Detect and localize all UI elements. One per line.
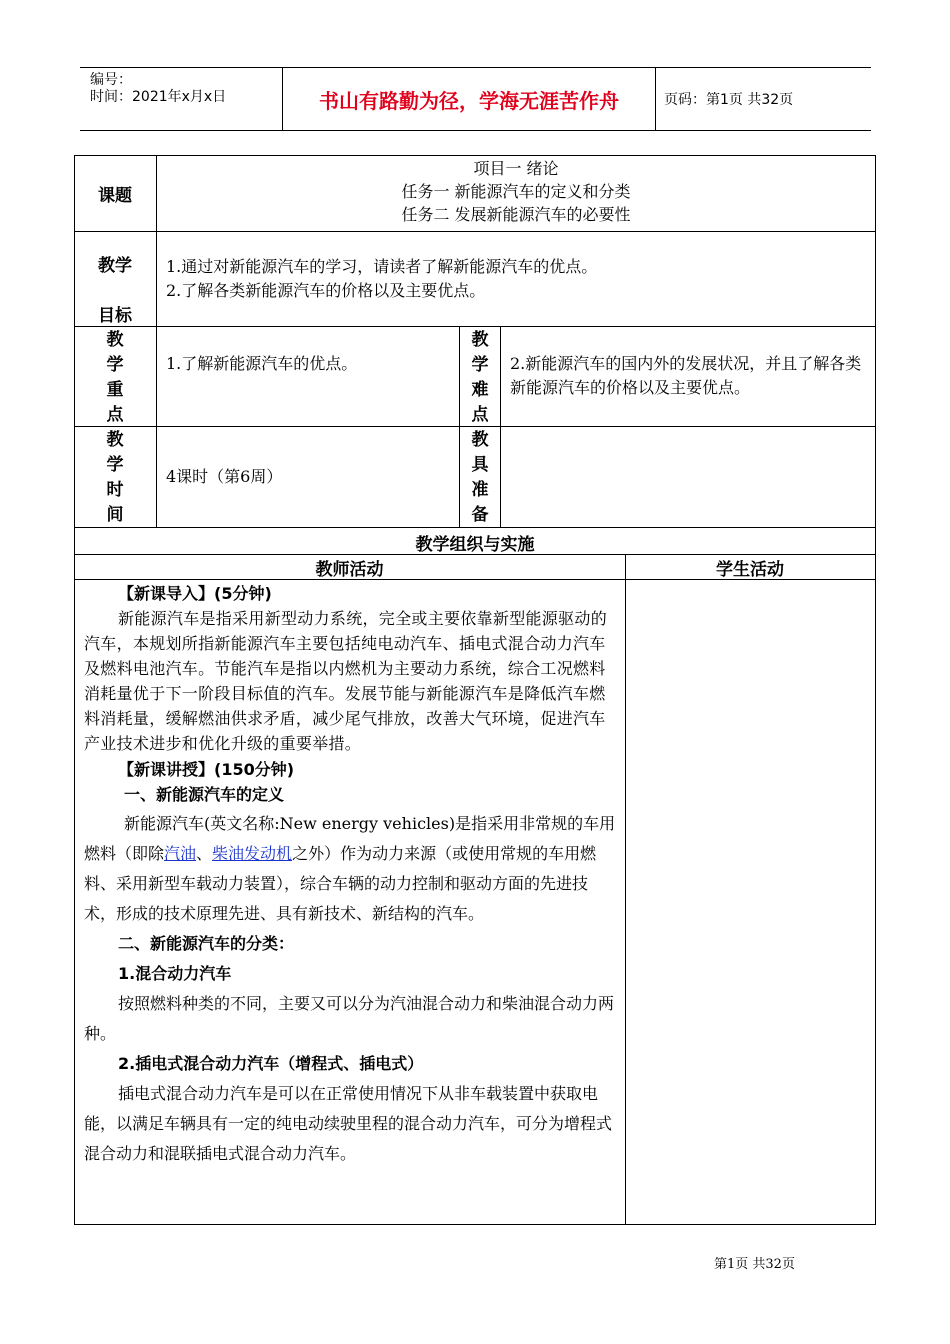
diesel-engine-link[interactable]: 柴油发动机	[212, 844, 293, 863]
teacher-activity-content	[84, 581, 618, 1169]
teacher-activity-header: 教师活动	[315, 560, 384, 580]
definition-heading: 一、新能源汽车的定义	[124, 785, 285, 804]
classification-heading: 二、新能源汽车的分类：	[118, 934, 295, 953]
table-row-divider	[74, 326, 876, 327]
table-border	[74, 155, 876, 156]
section-title: 教学组织与实施	[415, 535, 535, 555]
header-page-number: 页码：第1页 共32页	[664, 92, 794, 108]
definition-text-b: 之外）作为动力来源（或使用常规的车用燃料、采用新型车载动力装置），综合车辆的动力控制和驱动方面的先进技术，形成的技术原理先进、具有新技术、新结构的汽车。	[84, 844, 597, 923]
plugin-hybrid-paragraph: 插电式混合动力汽车是可以在正常使用情况下从非车载装置中获取电能，以满足车辆具有一定的纯电动续驶里程的混合动力汽车，可分为增程式混合动力和混联插电式混合动力汽车。	[84, 1084, 613, 1163]
header-meta	[90, 72, 226, 106]
header-motto: 书山有路勤为径，学海无涯苦作舟	[319, 88, 619, 113]
keypoint-text: 1.了解新能源汽车的优点。	[166, 354, 358, 373]
table-row-divider	[74, 231, 876, 232]
topic-lines	[158, 157, 874, 226]
goal-item: 1.通过对新能源汽车的学习，请读者了解新能源汽车的优点。	[166, 257, 598, 276]
page-footer: 第1页 共32页	[714, 1257, 795, 1272]
goal-list	[166, 255, 871, 303]
document-number-label: 编号：	[90, 72, 132, 88]
definition-separator: 、	[196, 844, 213, 863]
lecture-heading: 【新课讲授】(150分钟)	[118, 760, 295, 779]
difficulty-text: 2.新能源汽车的国内外的发展状况，并且了解各类新能源汽车的价格以及主要优点。	[510, 354, 862, 397]
intro-paragraph: 新能源汽车是指采用新型动力系统，完全或主要依靠新型能源驱动的汽车，本规划所指新能源汽车主要包括纯电动汽车、插电式混合动力汽车及燃料电池汽车。节能汽车是指以内燃机为主要动力系统，综合工况燃料消耗量优于下一阶段目标值的汽车。发展节能与新能源汽车是降低汽车燃料消耗量，缓解燃油供求矛盾，减少尾气排放，改善大气环境，促进汽车产业技术进步和优化升级的重要举措。	[84, 609, 608, 753]
table-border	[74, 1224, 876, 1225]
definition-paragraph	[84, 809, 618, 929]
page-header	[80, 67, 871, 131]
gasoline-link[interactable]: 汽油	[164, 844, 197, 863]
hybrid-heading: 1.混合动力汽车	[118, 964, 232, 983]
topic-line: 任务二 发展新能源汽车的必要性	[401, 205, 631, 224]
plugin-hybrid-heading: 2.插电式混合动力汽车（增程式、插电式）	[118, 1054, 424, 1073]
goal-label: 教学	[98, 256, 132, 276]
date-label: 时间：2021年x月x日	[90, 89, 227, 105]
table-border	[875, 155, 876, 1225]
definition-text-a: 新能源汽车(英文名称:New energy vehicles)是指采用非常规的车用燃料（即除	[84, 814, 616, 863]
student-activity-header: 学生活动	[716, 560, 784, 580]
topic-line: 项目一 绪论	[473, 159, 559, 178]
keypoint-label: 教 学 重 点	[106, 330, 124, 425]
difficulty-label: 教 学 难 点	[471, 330, 489, 425]
topic-label: 课题	[98, 186, 132, 206]
time-label: 教 学 时 间	[106, 430, 124, 525]
time-text: 4课时（第6周）	[166, 467, 283, 486]
goal-label: 目标	[98, 306, 132, 326]
topic-line: 任务一 新能源汽车的定义和分类	[401, 182, 631, 201]
lesson-plan-table	[74, 155, 876, 1225]
header-divider	[655, 68, 656, 130]
intro-heading: 【新课导入】(5分钟)	[118, 584, 272, 603]
hybrid-paragraph: 按照燃料种类的不同，主要又可以分为汽油混合动力和柴油混合动力两种。	[84, 994, 615, 1043]
tools-label: 教 具 准 备	[471, 430, 489, 525]
table-col-divider	[625, 554, 626, 1225]
table-col-divider	[156, 155, 157, 527]
goal-item: 2.了解各类新能源汽车的价格以及主要优点。	[166, 281, 486, 300]
